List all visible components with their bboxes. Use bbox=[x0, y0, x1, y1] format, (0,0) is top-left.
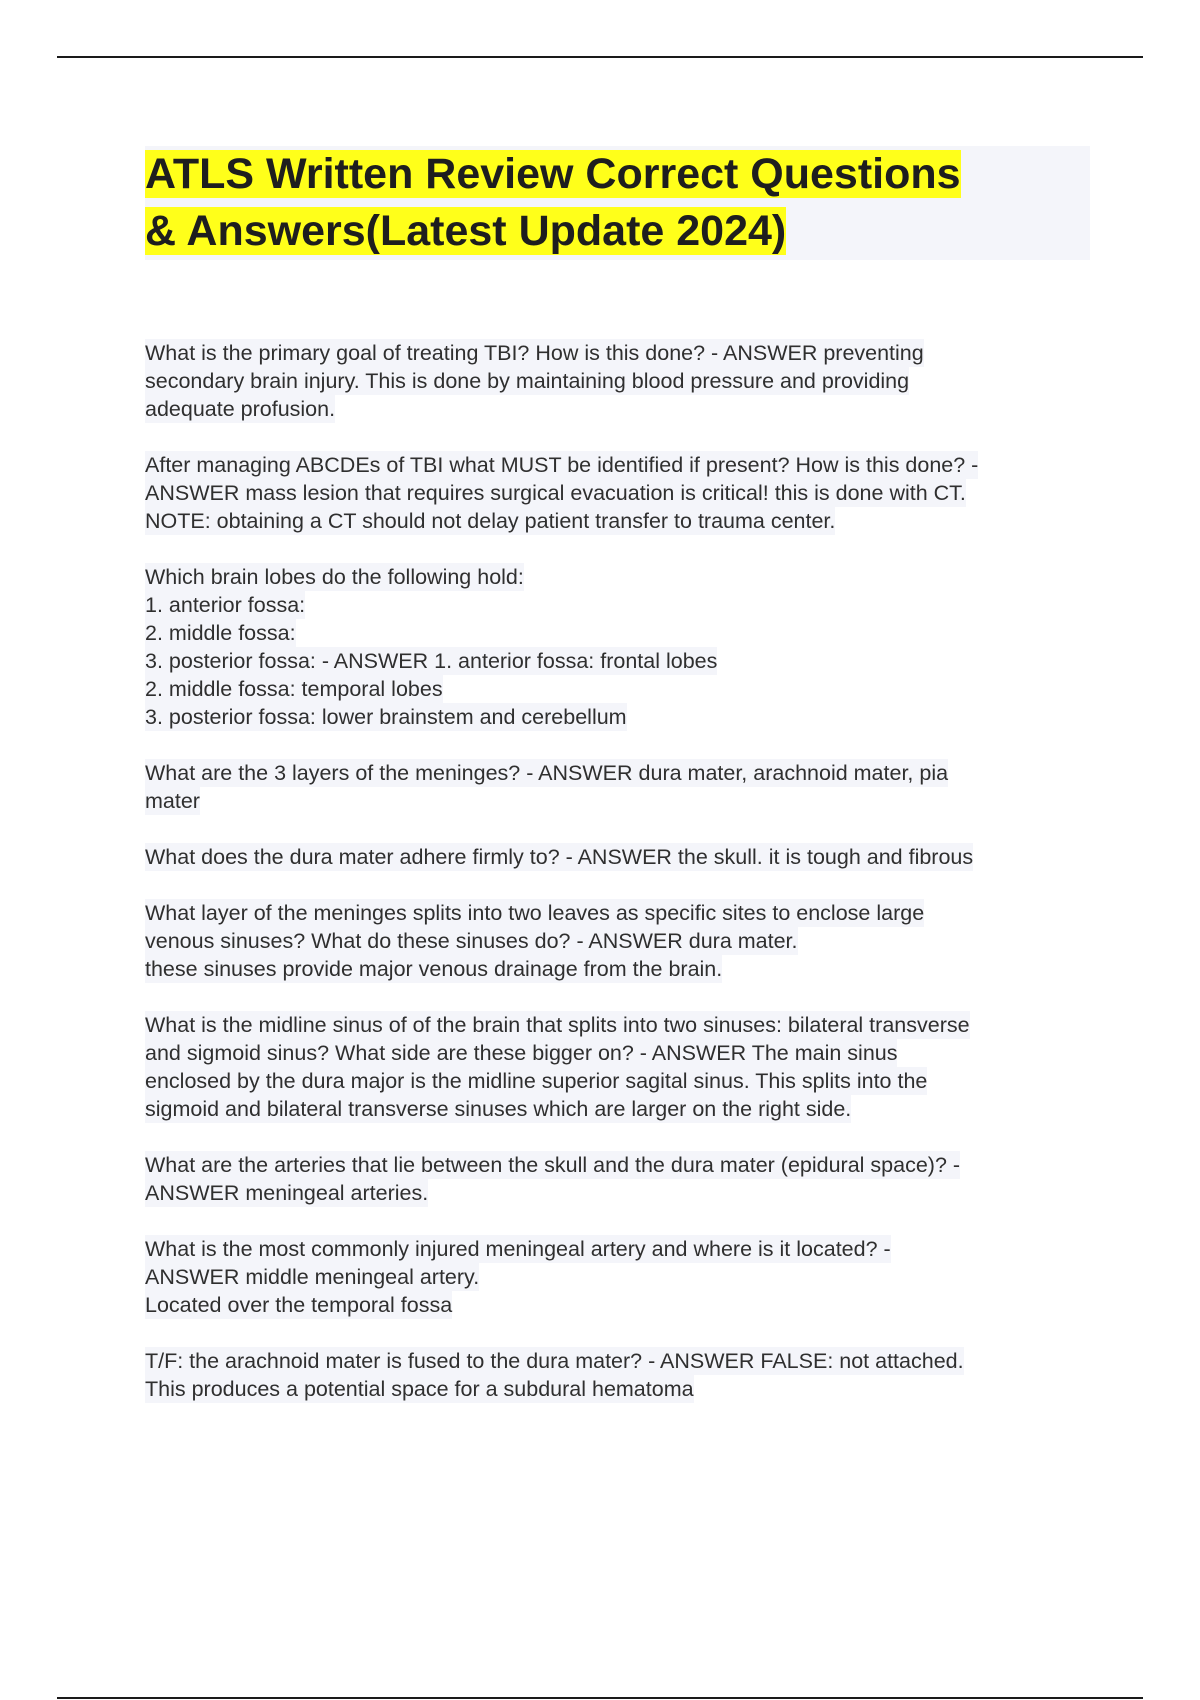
qa-line: adequate profusion. bbox=[145, 397, 336, 421]
qa-line: ANSWER mass lesion that requires surgical evacuation is critical! this is done with CT. bbox=[145, 481, 966, 505]
qa-item bbox=[145, 899, 1095, 983]
qa-item bbox=[145, 1151, 1095, 1207]
qa-item bbox=[145, 1235, 1095, 1319]
qa-item bbox=[145, 843, 1095, 871]
qa-line: What does the dura mater adhere firmly to? - ANSWER the skull. it is tough and fibrous bbox=[145, 845, 974, 869]
qa-line: ANSWER middle meningeal artery. bbox=[145, 1265, 480, 1289]
title-line-1: ATLS Written Review Correct Questions bbox=[145, 150, 961, 198]
qa-line: What is the most commonly injured meningeal artery and where is it located? - bbox=[145, 1237, 891, 1261]
title-block bbox=[145, 146, 1090, 260]
qa-line: T/F: the arachnoid mater is fused to the dura mater? - ANSWER FALSE: not attached. bbox=[145, 1349, 964, 1373]
qa-line: What are the arteries that lie between the skull and the dura mater (epidural space)? - bbox=[145, 1153, 961, 1177]
qa-line: After managing ABCDEs of TBI what MUST be identified if present? How is this done? - bbox=[145, 453, 979, 477]
qa-line: secondary brain injury. This is done by maintaining blood pressure and providing bbox=[145, 369, 910, 393]
qa-line: This produces a potential space for a subdural hematoma bbox=[145, 1377, 694, 1401]
qa-line: 2. middle fossa: temporal lobes bbox=[145, 677, 443, 701]
qa-item bbox=[145, 563, 1095, 731]
qa-line: 2. middle fossa: bbox=[145, 621, 296, 645]
qa-item bbox=[145, 1347, 1095, 1403]
qa-line: mater bbox=[145, 789, 200, 813]
qa-line: venous sinuses? What do these sinuses do? - ANSWER dura mater. bbox=[145, 929, 798, 953]
qa-item bbox=[145, 339, 1095, 423]
qa-line: ANSWER meningeal arteries. bbox=[145, 1181, 429, 1205]
qa-list bbox=[145, 339, 1095, 1431]
qa-line: What is the midline sinus of of the brain that splits into two sinuses: bilateral transverse bbox=[145, 1013, 970, 1037]
qa-item bbox=[145, 759, 1095, 815]
qa-line: these sinuses provide major venous drainage from the brain. bbox=[145, 957, 723, 981]
qa-line: Which brain lobes do the following hold: bbox=[145, 565, 524, 589]
qa-line: 3. posterior fossa: lower brainstem and cerebellum bbox=[145, 705, 627, 729]
qa-item bbox=[145, 451, 1095, 535]
qa-line: Located over the temporal fossa bbox=[145, 1293, 453, 1317]
qa-item bbox=[145, 1011, 1095, 1123]
qa-line: What are the 3 layers of the meninges? - ANSWER dura mater, arachnoid mater, pia bbox=[145, 761, 949, 785]
bottom-rule bbox=[57, 1697, 1143, 1699]
top-rule bbox=[57, 56, 1143, 58]
qa-line: What is the primary goal of treating TBI? How is this done? - ANSWER preventing bbox=[145, 341, 924, 365]
qa-line: What layer of the meninges splits into two leaves as specific sites to enclose large bbox=[145, 901, 925, 925]
document-title bbox=[145, 146, 1090, 260]
qa-line: and sigmoid sinus? What side are these bigger on? - ANSWER The main sinus bbox=[145, 1041, 898, 1065]
qa-line: 1. anterior fossa: bbox=[145, 593, 306, 617]
qa-line: sigmoid and bilateral transverse sinuses which are larger on the right side. bbox=[145, 1097, 852, 1121]
qa-line: enclosed by the dura major is the midline superior sagital sinus. This splits into the bbox=[145, 1069, 928, 1093]
qa-line: NOTE: obtaining a CT should not delay patient transfer to trauma center. bbox=[145, 509, 836, 533]
qa-line: 3. posterior fossa: - ANSWER 1. anterior fossa: frontal lobes bbox=[145, 649, 718, 673]
title-line-2: & Answers(Latest Update 2024) bbox=[145, 207, 787, 255]
